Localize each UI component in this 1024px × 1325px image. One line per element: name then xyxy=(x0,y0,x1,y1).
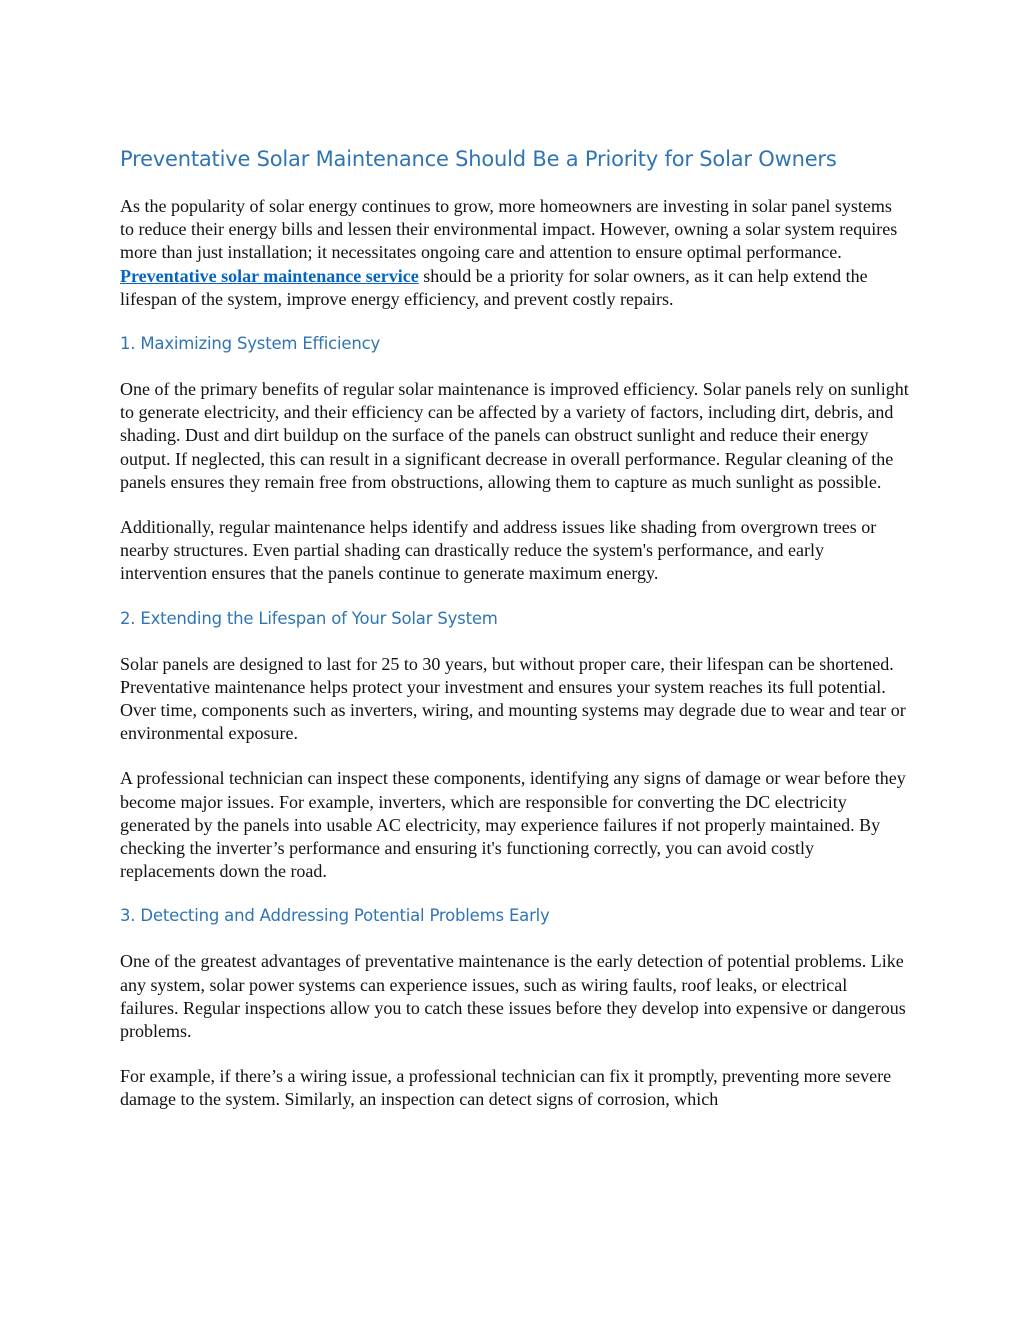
intro-paragraph xyxy=(120,195,910,311)
lifespan-paragraph-2: A professional technician can inspect these components, identifying any signs of damage or wear before they become major issues. For example, inverters, which are responsible for converting the DC electricity generated by the panels into usable AC electricity, may experience failures if not properly maintained. By checking the inverter’s performance and ensuring it's functioning correctly, you can avoid costly replacements down the road. xyxy=(120,768,906,882)
intro-text-after-link: should be a priority for solar owners, as it can help extend the lifespan of the system, improve energy efficiency, and prevent costly repairs. xyxy=(120,265,868,309)
efficiency-paragraph-2: Additionally, regular maintenance helps identify and address issues like shading from overgrown trees or nearby structures. Even partial shading can drastically reduce the system's performance, and early intervention ensures that the panels continue to generate maximum energy. xyxy=(120,517,877,584)
efficiency-paragraph-1: One of the primary benefits of regular solar maintenance is improved efficiency. Solar panels rely on sunlight to generate electricity, and their efficiency can be affected by a variety of factors, including dirt, debris, and shading. Dust and dirt buildup on the surface of the panels can obstruct sunlight and reduce their energy output. If neglected, this can result in a significant decrease in overall performance. Regular cleaning of the panels ensures they remain free from obstructions, allowing them to capture as much sunlight as possible. xyxy=(120,379,909,492)
intro-text-before-link: As the popularity of solar energy continues to grow, more homeowners are investing in solar panel systems to reduce their energy bills and lessen their environmental impact. However, owning a solar system requires more than just installation; it necessitates ongoing care and attention to ensure optimal performance. xyxy=(120,196,898,263)
maintenance-service-link[interactable]: Preventative solar maintenance service xyxy=(120,265,419,286)
lifespan-paragraph-1: Solar panels are designed to last for 25 to 30 years, but without proper care, their lifespan can be shortened. Preventative maintenance helps protect your investment and ensures your system reaches its full potential. Over time, components such as inverters, wiring, and mounting systems may degrade due to wear and tear or environmental exposure. xyxy=(120,653,906,744)
document-title: Preventative Solar Maintenance Should Be a Priority for Solar Owners xyxy=(120,147,837,171)
early-detection-paragraph-1: One of the greatest advantages of preventative maintenance is the early detection of potential problems. Like any system, solar power systems can experience issues, such as wiring faults, roof leaks, or electrical failures. Regular inspections allow you to catch these issues before they develop into expensive or dangerous problems. xyxy=(120,951,906,1042)
section-heading-lifespan: 2. Extending the Lifespan of Your Solar System xyxy=(120,608,498,628)
early-detection-paragraph-2: For example, if there’s a wiring issue, a professional technician can fix it promptly, preventing more severe damage to the system. Similarly, an inspection can detect signs of corrosion, which xyxy=(120,1066,892,1110)
section-heading-early-detection: 3. Detecting and Addressing Potential Problems Early xyxy=(120,906,550,926)
document-page xyxy=(120,146,910,1134)
section-heading-efficiency: 1. Maximizing System Efficiency xyxy=(120,334,381,354)
